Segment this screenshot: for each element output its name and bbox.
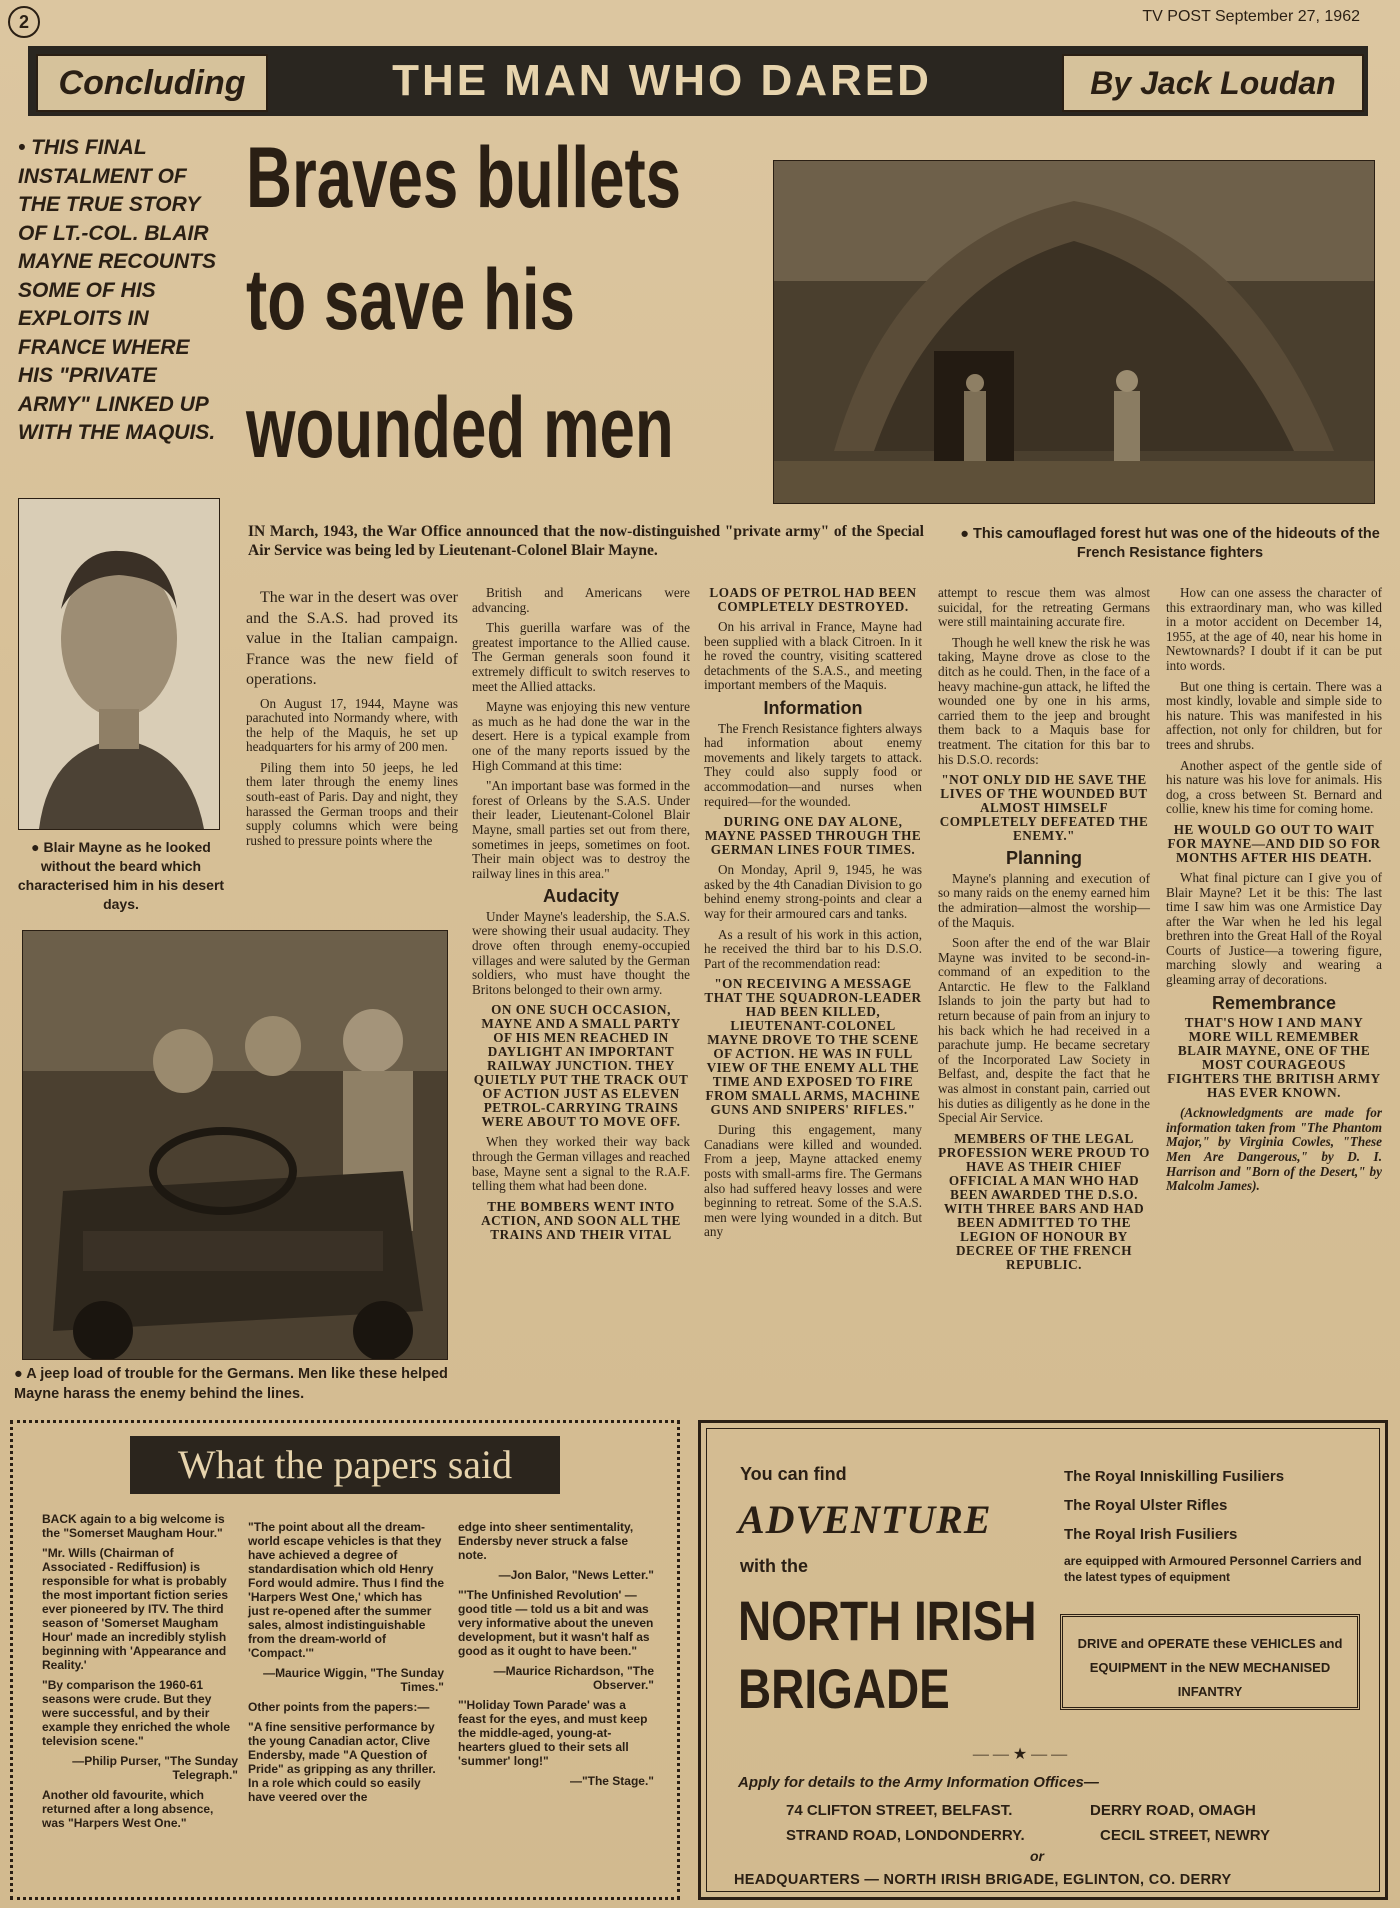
ad-equipped: are equipped with Armoured Personnel Carriers and the latest types of equipment bbox=[1064, 1554, 1362, 1584]
col2-para-4: "An important base was formed in the forest of Orleans by the S.A.S. Under their leader, Lieutenant-Colonel Blair Mayne, small parties set out from there, sometimes in jeeps, sometimes on foot. Their main object was to destroy the railway lines in this area." bbox=[472, 778, 690, 881]
col3-para-5: During this engagement, many Canadians were killed and wounded. From a jeep, Mayne attacked enemy posts with small-arms fire. The Germans also had suffered heavy losses and were beginning to retreat. Some of the S.A.S. men were lying wounded in a ditch. But any bbox=[704, 1122, 922, 1240]
col5-para-1: How can one assess the character of this extraordinary man, who was killed in a motor accident on December 14, 1955, at the age of 40, near his home in Newtownards? I doubt if it can be put into words. bbox=[1166, 585, 1382, 673]
col3-para-4: As a result of his work in this action, he received the third bar to his D.S.O. Part of the recommendation read: bbox=[704, 926, 922, 971]
ad-box-text: DRIVE and OPERATE these VEHICLES and EQUIPMENT in the NEW MECHANISED INFANTRY bbox=[1077, 1636, 1343, 1699]
papers-column-2 bbox=[248, 1520, 444, 1810]
col3-para-2: The French Resistance fighters always had information about enemy movements and likely targets to attack. They could also supply food or accommodation—and nurses when required—for the wounded. bbox=[704, 720, 922, 809]
article-column-2 bbox=[472, 586, 690, 1248]
papers-c3-p3: "'Holiday Town Parade' was a feast for the eyes, and must keep the middle-aged, young-at-hearters glued to their sets all 'summer' long!" bbox=[458, 1698, 648, 1768]
col1-para-1: The war in the desert was over and the S.A.S. had proved its value in the Italian campaign. France was the new field of operations. bbox=[246, 589, 458, 688]
jeep-photo bbox=[22, 930, 448, 1360]
col4-para-3: Mayne's planning and execution of so many raids on the enemy earned him the admiration—almost the worship—of the Maquis. bbox=[938, 870, 1150, 930]
col4-para-2: Though he well knew the risk he was taking, Mayne drove as close to the ditch as he could. Then, in the face of a heavy machine-gun attack, he lifted the wounded one by one in his arms, carried them to the jeep and brought them back to a Maquis base for treatment. The citation for this bar to his D.S.O. records: bbox=[938, 634, 1150, 767]
papers-c1-sig: —Philip Purser, "The Sunday Telegraph." bbox=[72, 1754, 238, 1782]
information-heading: Information bbox=[763, 697, 863, 718]
ad-adventure: ADVENTURE bbox=[738, 1497, 992, 1542]
ad-regiment-2: The Royal Ulster Rifles bbox=[1064, 1497, 1228, 1514]
papers-title: What the papers said bbox=[130, 1436, 560, 1494]
ad-apply: Apply for details to the Army Information Offices— bbox=[738, 1774, 1099, 1791]
col2-para-5: Under Mayne's leadership, the S.A.S. were showing their usual audacity. They drove often through enemy-occupied villages and were saluted by the German soldiers, who must have thought the Britons belonged to their own army. bbox=[472, 908, 690, 997]
col1-para-3: Piling them into 50 jeeps, he led them later through the enemy lines south-east of Paris. Day and night, they harassed the German troops and their supply columns which were being rushed to pressure points where the bbox=[246, 759, 458, 848]
col3-caps-2: DURING ONE DAY ALONE, MAYNE PASSED THROUGH THE GERMAN LINES FOUR TIMES. bbox=[704, 814, 922, 858]
article-column-1 bbox=[246, 588, 458, 854]
article-lead: IN March, 1943, the War Office announced that the now-distinguished "private army" of the Special Air Service was being led by Lieutenant-Colonel Blair Mayne. bbox=[248, 523, 924, 559]
papers-column-3 bbox=[458, 1520, 654, 1794]
headline bbox=[246, 128, 766, 508]
papers-c3-p1: edge into sheer sentimentality, Endersby never struck a false note. bbox=[458, 1520, 634, 1562]
page-number: 2 bbox=[8, 6, 40, 38]
planning-heading: Planning bbox=[1006, 848, 1082, 869]
ad-brigade-line-1: NORTH IRISH bbox=[738, 1589, 1037, 1652]
papers-c1-p2: "Mr. Wills (Chairman of Associated - Rediffusion) is responsible for what is probably the most important fiction series ever pioneered by ITV. The third season of 'Somerset Maugham Hour' made an incredibly stylish beginning with 'Appearance and Reality.' bbox=[42, 1546, 229, 1672]
col5-para-3: Another aspect of the gentle side of his nature was his love for animals. His dog, a cross between St. Bernard and collie, knew his time for coming home. bbox=[1166, 757, 1382, 817]
audacity-heading: Audacity bbox=[542, 886, 620, 907]
papers-column-1 bbox=[42, 1512, 238, 1836]
papers-c2-p3: "A fine sensitive performance by the young Canadian actor, Clive Endersby, made "A Question of Pride" as gripping as any thriller. In a role which could so easily have veered over the bbox=[248, 1720, 436, 1804]
remembrance-heading: Remembrance bbox=[1211, 992, 1337, 1013]
article-column-5 bbox=[1166, 586, 1382, 1200]
col2-para-6: When they worked their way back through the German villages and reached base, Mayne sent a signal to the R.A.F. telling them what had been done. bbox=[472, 1134, 690, 1194]
series-title: THE MAN WHO DARED bbox=[392, 56, 932, 105]
col4-caps-1: "NOT ONLY DID HE SAVE THE LIVES OF THE WOUNDED BUT ALMOST HIMSELF COMPLETELY DEFEATED THE ENEMY." bbox=[939, 772, 1149, 844]
col5-caps-1: HE WOULD GO OUT TO WAIT FOR MAYNE—AND DID SO FOR MONTHS AFTER HIS DEATH. bbox=[1167, 821, 1381, 865]
papers-c1-p1: BACK again to a big welcome is the "Somerset Maugham Hour." bbox=[42, 1512, 225, 1540]
papers-c3-p2: "'The Unfinished Revolution' — good title — told us a bit and was very informative about the uneven development, but it wasn't half as good as it ought to have been." bbox=[458, 1588, 654, 1658]
concluding-label: Concluding bbox=[36, 54, 268, 112]
article-column-4 bbox=[938, 586, 1150, 1278]
col4-para-1: attempt to rescue them was almost suicidal, for the retreating Germans were still maintaining accurate fire. bbox=[938, 585, 1150, 630]
headline-line-3: wounded men bbox=[246, 380, 674, 476]
forest-hut-illustration bbox=[774, 161, 1374, 503]
col4-para-4: Soon after the end of the war Blair Mayne was invited to be second-in-command of an expedition to the Antarctic. He flew to the Falkland Islands to join the party but had to return because of pain from an injury to his back which he had received in a parachute jump. He became secretary of the Incorporated Law Society in Belfast, and, despite the fact that he was almost in constant pain, carried out his duties as diligently as he done in the Special Air Service. bbox=[938, 935, 1150, 1126]
forest-hut-photo bbox=[773, 160, 1375, 504]
col5-para-4: What final picture can I give you of Blair Mayne? Let it be this: The last time I saw him was one Armistice Day after the War when he led his legal brethren into the Great Hall of the Royal Courts of Justice—a towering figure, marching slowly and wearing a gleaming array of decorations. bbox=[1166, 869, 1382, 988]
hut-caption: ● This camouflaged forest hut was one of the hideouts of the French Resistance fighters bbox=[960, 526, 1380, 561]
ad-address-2: DERRY ROAD, OMAGH bbox=[1090, 1802, 1256, 1819]
col3-caps-3: "ON RECEIVING A MESSAGE THAT THE SQUADRON-LEADER HAD BEEN KILLED, LIEUTENANT-COLONEL MAYNE DROVE TO THE SCENE OF ACTION. HE WAS IN FULL VIEW OF THE ENEMY ALL THE TIME AND EXPOSED TO FIRE FROM SMALL ARMS, MACHINE GUNS AND SNIPERS' RIFLES." bbox=[704, 976, 922, 1118]
papers-c3-sig2: —Maurice Richardson, "The Observer." bbox=[493, 1664, 654, 1692]
intro-blurb: • THIS FINAL INSTALMENT OF THE TRUE STORY OF LT.-COL. BLAIR MAYNE RECOUNTS SOME OF HIS EXPLOITS IN FRANCE WHERE HIS "PRIVATE ARMY" LINKED UP WITH THE MAQUIS. bbox=[18, 136, 216, 444]
jeep-caption: ● A jeep load of trouble for the Germans. Men like these helped Mayne harass the enemy behind the lines. bbox=[14, 1366, 448, 1402]
ad-you-can-find: You can find bbox=[740, 1464, 847, 1484]
ad-address-3: STRAND ROAD, LONDONDERRY. bbox=[786, 1827, 1025, 1844]
col3-caps-1: LOADS OF PETROL HAD BEEN COMPLETELY DESTROYED. bbox=[709, 585, 917, 614]
publication-date: TV POST September 27, 1962 bbox=[1142, 8, 1360, 25]
papers-c1-p3: "By comparison the 1960-61 seasons were crude. But they were successful, and by their example they enriched the whole television scene." bbox=[42, 1678, 231, 1748]
col2-para-1: British and Americans were advancing. bbox=[472, 585, 690, 615]
ad-star-divider: — — ★ — — bbox=[972, 1746, 1068, 1763]
col2-caps-2: THE BOMBERS WENT INTO ACTION, AND SOON ALL THE TRAINS AND THEIR VITAL bbox=[481, 1198, 681, 1242]
ad-regiment-3: The Royal Irish Fusiliers bbox=[1064, 1526, 1238, 1543]
jeep-illustration bbox=[23, 931, 447, 1359]
ad-regiments bbox=[1064, 1468, 1364, 1585]
portrait-photo bbox=[18, 498, 220, 830]
col4-caps-2: MEMBERS OF THE LEGAL PROFESSION WERE PROUD TO HAVE AS THEIR CHIEF OFFICIAL A MAN WHO HAD BEEN AWARDED THE D.S.O. WITH THREE BARS AND HAD BEEN ADMITTED TO THE LEGION OF HONOUR BY DECREE OF THE FRENCH REPUBLIC. bbox=[938, 1130, 1150, 1272]
papers-c3-sig3: —"The Stage." bbox=[569, 1774, 654, 1788]
acknowledgments: (Acknowledgments are made for information taken from "The Phantom Major," by Virginia Cowles, "These Men Are Dangerous," by D. I. Harrison and "Born of the Desert," by Malcolm James). bbox=[1166, 1105, 1382, 1194]
papers-c2-p1: "The point about all the dream-world escape vehicles is that they have achieved a degree of standardisation which old Henry Ford would admire. Thus I find the 'Harpers West One,' which has just re-opened after the summer sales, almost indistinguishable from the dream-world of 'Compact.'" bbox=[248, 1520, 444, 1660]
headline-line-2: to save his bbox=[246, 252, 575, 348]
ad-brigade-line-2: BRIGADE bbox=[738, 1657, 950, 1720]
col2-para-3: Mayne was enjoying this new venture as much as he had done the war in the desert. Here is a typical example from one of the many reports issued by the High Command at this time: bbox=[472, 699, 690, 773]
col2-para-2: This guerilla warfare was of the greatest importance to the Allied cause. The German generals soon found it extremely difficult to switch reserves to meet the Allied attacks. bbox=[472, 620, 690, 694]
ad-or: or bbox=[1030, 1848, 1044, 1864]
ad-address-1: 74 CLIFTON STREET, BELFAST. bbox=[786, 1802, 1013, 1819]
headline-line-1: Braves bullets bbox=[246, 130, 682, 226]
article-column-3 bbox=[704, 586, 922, 1246]
col3-para-3: On Monday, April 9, 1945, he was asked by the 4th Canadian Division to go behind enemy strong-points and clear a way for their armoured cars and tanks. bbox=[704, 862, 922, 921]
col5-caps-2: THAT'S HOW I AND MANY MORE WILL REMEMBER BLAIR MAYNE, ONE OF THE MOST COURAGEOUS FIGHTERS THE BRITISH ARMY HAS EVER KNOWN. bbox=[1167, 1015, 1381, 1101]
ad-with-the: with the bbox=[740, 1556, 808, 1576]
portrait-illustration bbox=[19, 499, 219, 829]
portrait-caption: ● Blair Mayne as he looked without the beard which characterised him in his desert days. bbox=[17, 839, 225, 912]
ad-address-4: CECIL STREET, NEWRY bbox=[1100, 1827, 1271, 1844]
ad-headquarters: HEADQUARTERS — NORTH IRISH BRIGADE, EGLINTON, CO. DERRY bbox=[734, 1872, 1232, 1888]
papers-c2-p2: Other points from the papers:— bbox=[248, 1700, 430, 1714]
papers-c1-p4: Another old favourite, which returned after a long absence, was "Harpers West One." bbox=[42, 1788, 214, 1830]
col3-para-1: On his arrival in France, Mayne had been supplied with a black Citroen. In it he roved the country, visiting scattered detachments of the S.A.S., and meeting important members of the Maquis. bbox=[704, 619, 922, 693]
col1-para-2: On August 17, 1944, Mayne was parachuted into Normandy where, with the help of the Maquis, he set up headquarters for his army of 200 men. bbox=[246, 695, 458, 755]
papers-c2-sig: —Maurice Wiggin, "The Sunday Times." bbox=[263, 1666, 444, 1694]
col5-para-2: But one thing is certain. There was a most kindly, lovable and simple side to his nature. This was manifested in his affection, not only for children, but for trees and shrubs. bbox=[1166, 678, 1382, 752]
col2-caps-1: ON ONE SUCH OCCASION, MAYNE AND A SMALL PARTY OF HIS MEN REACHED IN DAYLIGHT AN IMPORTANT RAILWAY JUNCTION. THEY QUIETLY PUT THE TRACK OUT OF ACTION JUST AS ELEVEN PETROL-CARRYING TRAINS WERE ABOUT TO MOVE OFF. bbox=[473, 1002, 689, 1130]
ad-regiment-1: The Royal Inniskilling Fusiliers bbox=[1064, 1468, 1285, 1485]
papers-c3-sig1: —Jon Balor, "News Letter." bbox=[498, 1568, 654, 1582]
byline: By Jack Loudan bbox=[1062, 54, 1364, 112]
